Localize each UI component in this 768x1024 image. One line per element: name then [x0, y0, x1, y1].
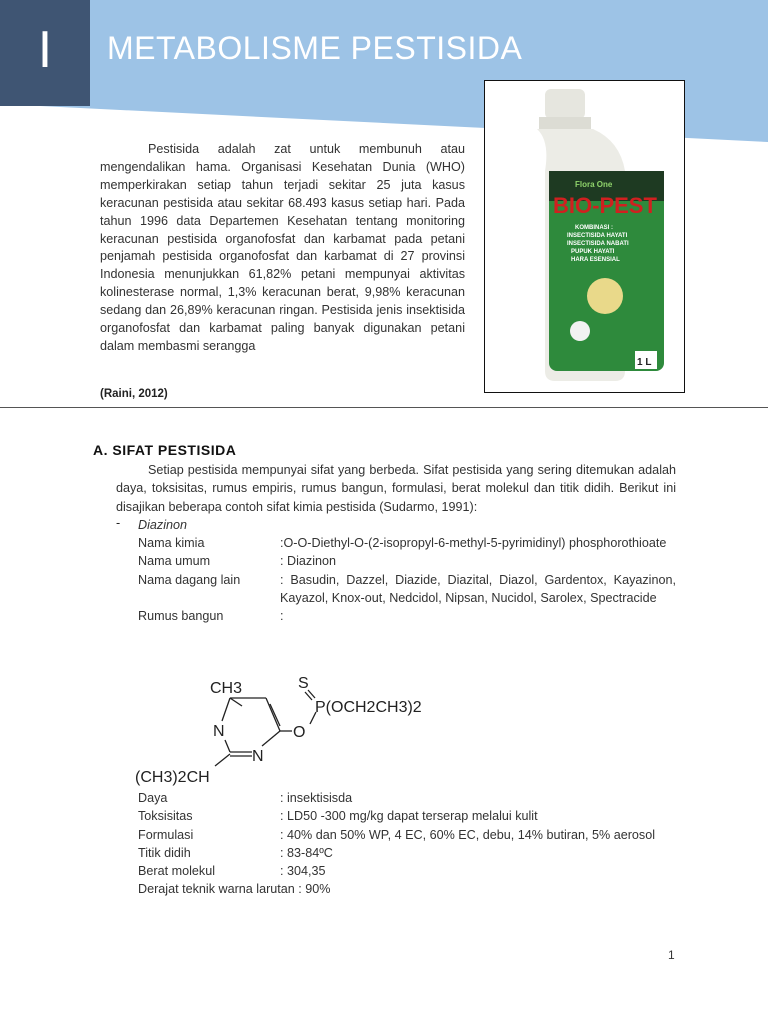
chapter-number: I — [0, 0, 90, 106]
svg-text:1 L: 1 L — [637, 357, 652, 368]
svg-text:INSECTISIDA HAYATI: INSECTISIDA HAYATI — [567, 233, 628, 239]
svg-text:CH3: CH3 — [210, 680, 243, 697]
section-heading: A. SIFAT PESTISIDA — [93, 442, 237, 458]
prop-row: Toksisitas : LD50 -300 mg/kg dapat terserap melalui kulit — [138, 809, 538, 824]
intro-paragraph: Pestisida adalah zat untuk membunuh atau mengendalikan hama. Organisasi Kesehatan Dunia (WHO) memperkirakan setiap tahun terjadi sekitar 25 juta kasus keracunan pestisida atau sekitar 68.493 kasus setiap hari. Pada tahun 1996 data Departemen Kesehatan tentang monitoring keracunan pestisida organofosfat dan karbamat pada petani penjamah pestisida organofosfat dan karbamat di 27 provinsi Indonesia menunjukkan 61,82% petani mempunyai aktivitas kolinesterase normal, 1,3% keracunan berat, 9,98% keracunan sedang dan 26,89% keracunan ringan. Pestisida jenis insektisida organofosfat dan karbamat paling banyak digunakan petani dalam membasmi serangga — [100, 142, 465, 353]
svg-text:KOMBINASI :: KOMBINASI : — [575, 225, 613, 231]
brand-text: Flora One — [575, 180, 613, 189]
prop-row: Nama kimia :O-O-Diethyl-O-(2-isopropyl-6-methyl-5-pyrimidinyl) phosphorothioate — [138, 536, 667, 551]
compound-name: Diazinon — [138, 517, 188, 532]
properties-list — [116, 789, 676, 899]
svg-text:O: O — [293, 724, 306, 741]
svg-text:PUPUK HAYATI: PUPUK HAYATI — [571, 249, 615, 255]
prop-row: Rumus bangun : — [138, 609, 284, 624]
product-text: BIO-PEST — [553, 193, 657, 218]
bullet-dash: - — [116, 516, 121, 530]
prop-row: Daya : insektisisda — [138, 791, 353, 805]
section-paragraph: Setiap pestisida mempunyai sifat yang berbeda. Sifat pestisida yang sering ditemukan adalah daya, toksisitas, rumus empiris, rumus bangun, formulasi, berat molekul dan titik didih. Berikut ini disajikan beberapa contoh sifat kimia pestisida (Sudarmo, 1991): — [116, 463, 676, 514]
diazinon-structure — [130, 668, 450, 790]
prop-row: Berat molekul : 304,35 — [138, 864, 326, 879]
divider — [0, 407, 768, 408]
chapter-title: METABOLISME PESTISIDA — [107, 30, 523, 66]
citation: (Raini, 2012) — [100, 388, 168, 400]
product-photo — [484, 80, 685, 393]
svg-text:INSECTISIDA NABATI: INSECTISIDA NABATI — [567, 241, 629, 247]
prop-row: Nama dagang lain : Basudin, Dazzel, Diazide, Diazital, Diazol, Gardentox, Kayazinon, Kayazol, Knox-out, Nedcidol, Nipsan, Nucidol, Sarolex, Spectracide — [138, 572, 676, 606]
svg-text:HARA ESENSIAL: HARA ESENSIAL — [571, 257, 620, 263]
svg-text:(CH3)2CH: (CH3)2CH — [135, 769, 210, 786]
prop-row: Formulasi : 40% dan 50% WP, 4 EC, 60% EC, debu, 14% butiran, 5% aerosol — [138, 827, 656, 842]
svg-text:P(OCH2CH3)2: P(OCH2CH3)2 — [315, 699, 422, 716]
svg-text:S: S — [298, 675, 309, 692]
page-number: 1 — [668, 948, 675, 962]
svg-text:N: N — [252, 748, 264, 765]
svg-text:N: N — [213, 723, 225, 740]
prop-row: Titik didih : 83-84ºC — [138, 845, 333, 860]
last-line: Derajat teknik warna larutan : 90% — [138, 882, 331, 897]
prop-row: Nama umum : Diazinon — [138, 554, 337, 569]
section-body — [116, 461, 676, 626]
